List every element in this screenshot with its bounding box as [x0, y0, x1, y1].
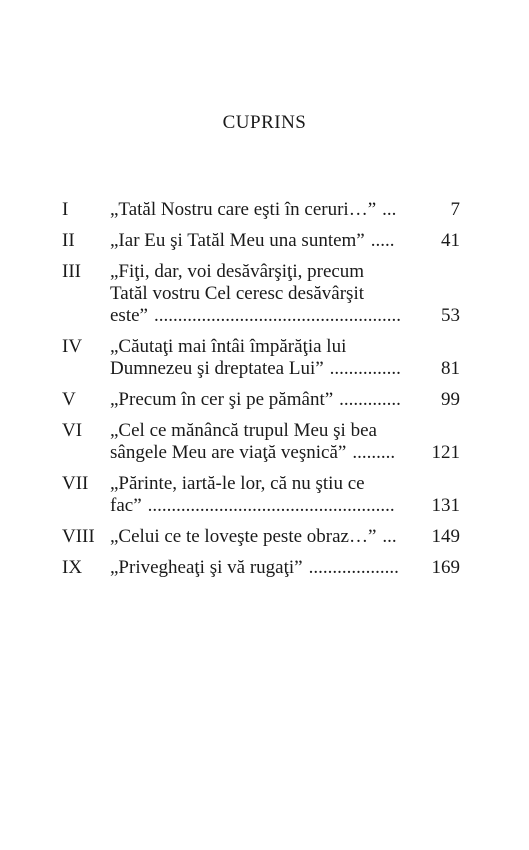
chapter-title — [110, 336, 422, 380]
toc-entry — [62, 336, 460, 380]
chapter-title-line: Dumnezeu şi dreptatea Lui” — [110, 358, 324, 379]
chapter-number: II — [62, 230, 75, 251]
table-of-contents — [62, 199, 460, 588]
page-number: 53 — [441, 305, 460, 326]
chapter-number: IV — [62, 336, 83, 357]
chapter-title-line: „Privegheaţi şi vă rugaţi” — [110, 557, 303, 578]
page-number: 99 — [441, 389, 460, 410]
chapter-number: VII — [62, 473, 89, 494]
chapter-title — [110, 557, 422, 579]
chapter-title-line: „Căutaţi mai întâi împărăţia lui — [110, 336, 347, 357]
chapter-title — [110, 230, 422, 252]
chapter-number: V — [62, 389, 76, 410]
chapter-title-line: „Iar Eu şi Tatăl Meu una suntem” — [110, 230, 365, 251]
page-number: 7 — [450, 199, 460, 220]
chapter-title-line: Tatăl vostru Cel ceresc desăvârşit — [110, 283, 365, 304]
chapter-title — [110, 199, 422, 221]
page-number: 169 — [431, 557, 460, 578]
page-number: 81 — [441, 358, 460, 379]
chapter-title-line: sângele Meu are viaţă veşnică” — [110, 442, 347, 463]
dot-leader: ..... — [370, 230, 395, 251]
toc-entry — [62, 261, 460, 327]
dot-leader: ............. — [339, 389, 401, 410]
toc-entry — [62, 526, 460, 548]
chapter-title-line: „Părinte, iartă-le lor, că nu ştiu ce — [110, 473, 365, 494]
chapter-title — [110, 389, 422, 411]
chapter-title-line: „Precum în cer şi pe pământ” — [110, 389, 334, 410]
toc-entry — [62, 420, 460, 464]
chapter-title — [110, 420, 422, 464]
dot-leader: ... — [382, 199, 397, 220]
chapter-title — [110, 473, 422, 517]
chapter-title-line: „Fiţi, dar, voi desăvârşiţi, precum — [110, 261, 365, 282]
dot-leader: ............... — [329, 358, 401, 379]
dot-leader: ... — [382, 526, 397, 547]
toc-entry — [62, 199, 460, 221]
chapter-title — [110, 526, 422, 548]
chapter-title — [110, 261, 422, 327]
chapter-title-line: fac” — [110, 495, 142, 516]
toc-entry — [62, 557, 460, 579]
chapter-number: I — [62, 199, 69, 220]
toc-entry — [62, 473, 460, 517]
page-title: CUPRINS — [222, 112, 307, 133]
page-number: 131 — [431, 495, 460, 516]
chapter-number: III — [62, 261, 81, 282]
chapter-title-line: „Celui ce te loveşte peste obraz…” — [110, 526, 377, 547]
chapter-number: VI — [62, 420, 83, 441]
toc-entry — [62, 389, 460, 411]
page-number: 149 — [431, 526, 460, 547]
chapter-number: IX — [62, 557, 83, 578]
dot-leader: ................... — [308, 557, 399, 578]
chapter-title-line: „Tatăl Nostru care eşti în ceruri…” — [110, 199, 377, 220]
dot-leader: ......... — [352, 442, 396, 463]
toc-entry — [62, 230, 460, 252]
chapter-title-line: este” — [110, 305, 148, 326]
page-number: 121 — [431, 442, 460, 463]
chapter-title-line: „Cel ce mănâncă trupul Meu şi bea — [110, 420, 377, 441]
chapter-number: VIII — [62, 526, 95, 547]
dot-leader: .................................................... — [153, 305, 401, 326]
page-number: 41 — [441, 230, 460, 251]
dot-leader: .................................................... — [147, 495, 395, 516]
